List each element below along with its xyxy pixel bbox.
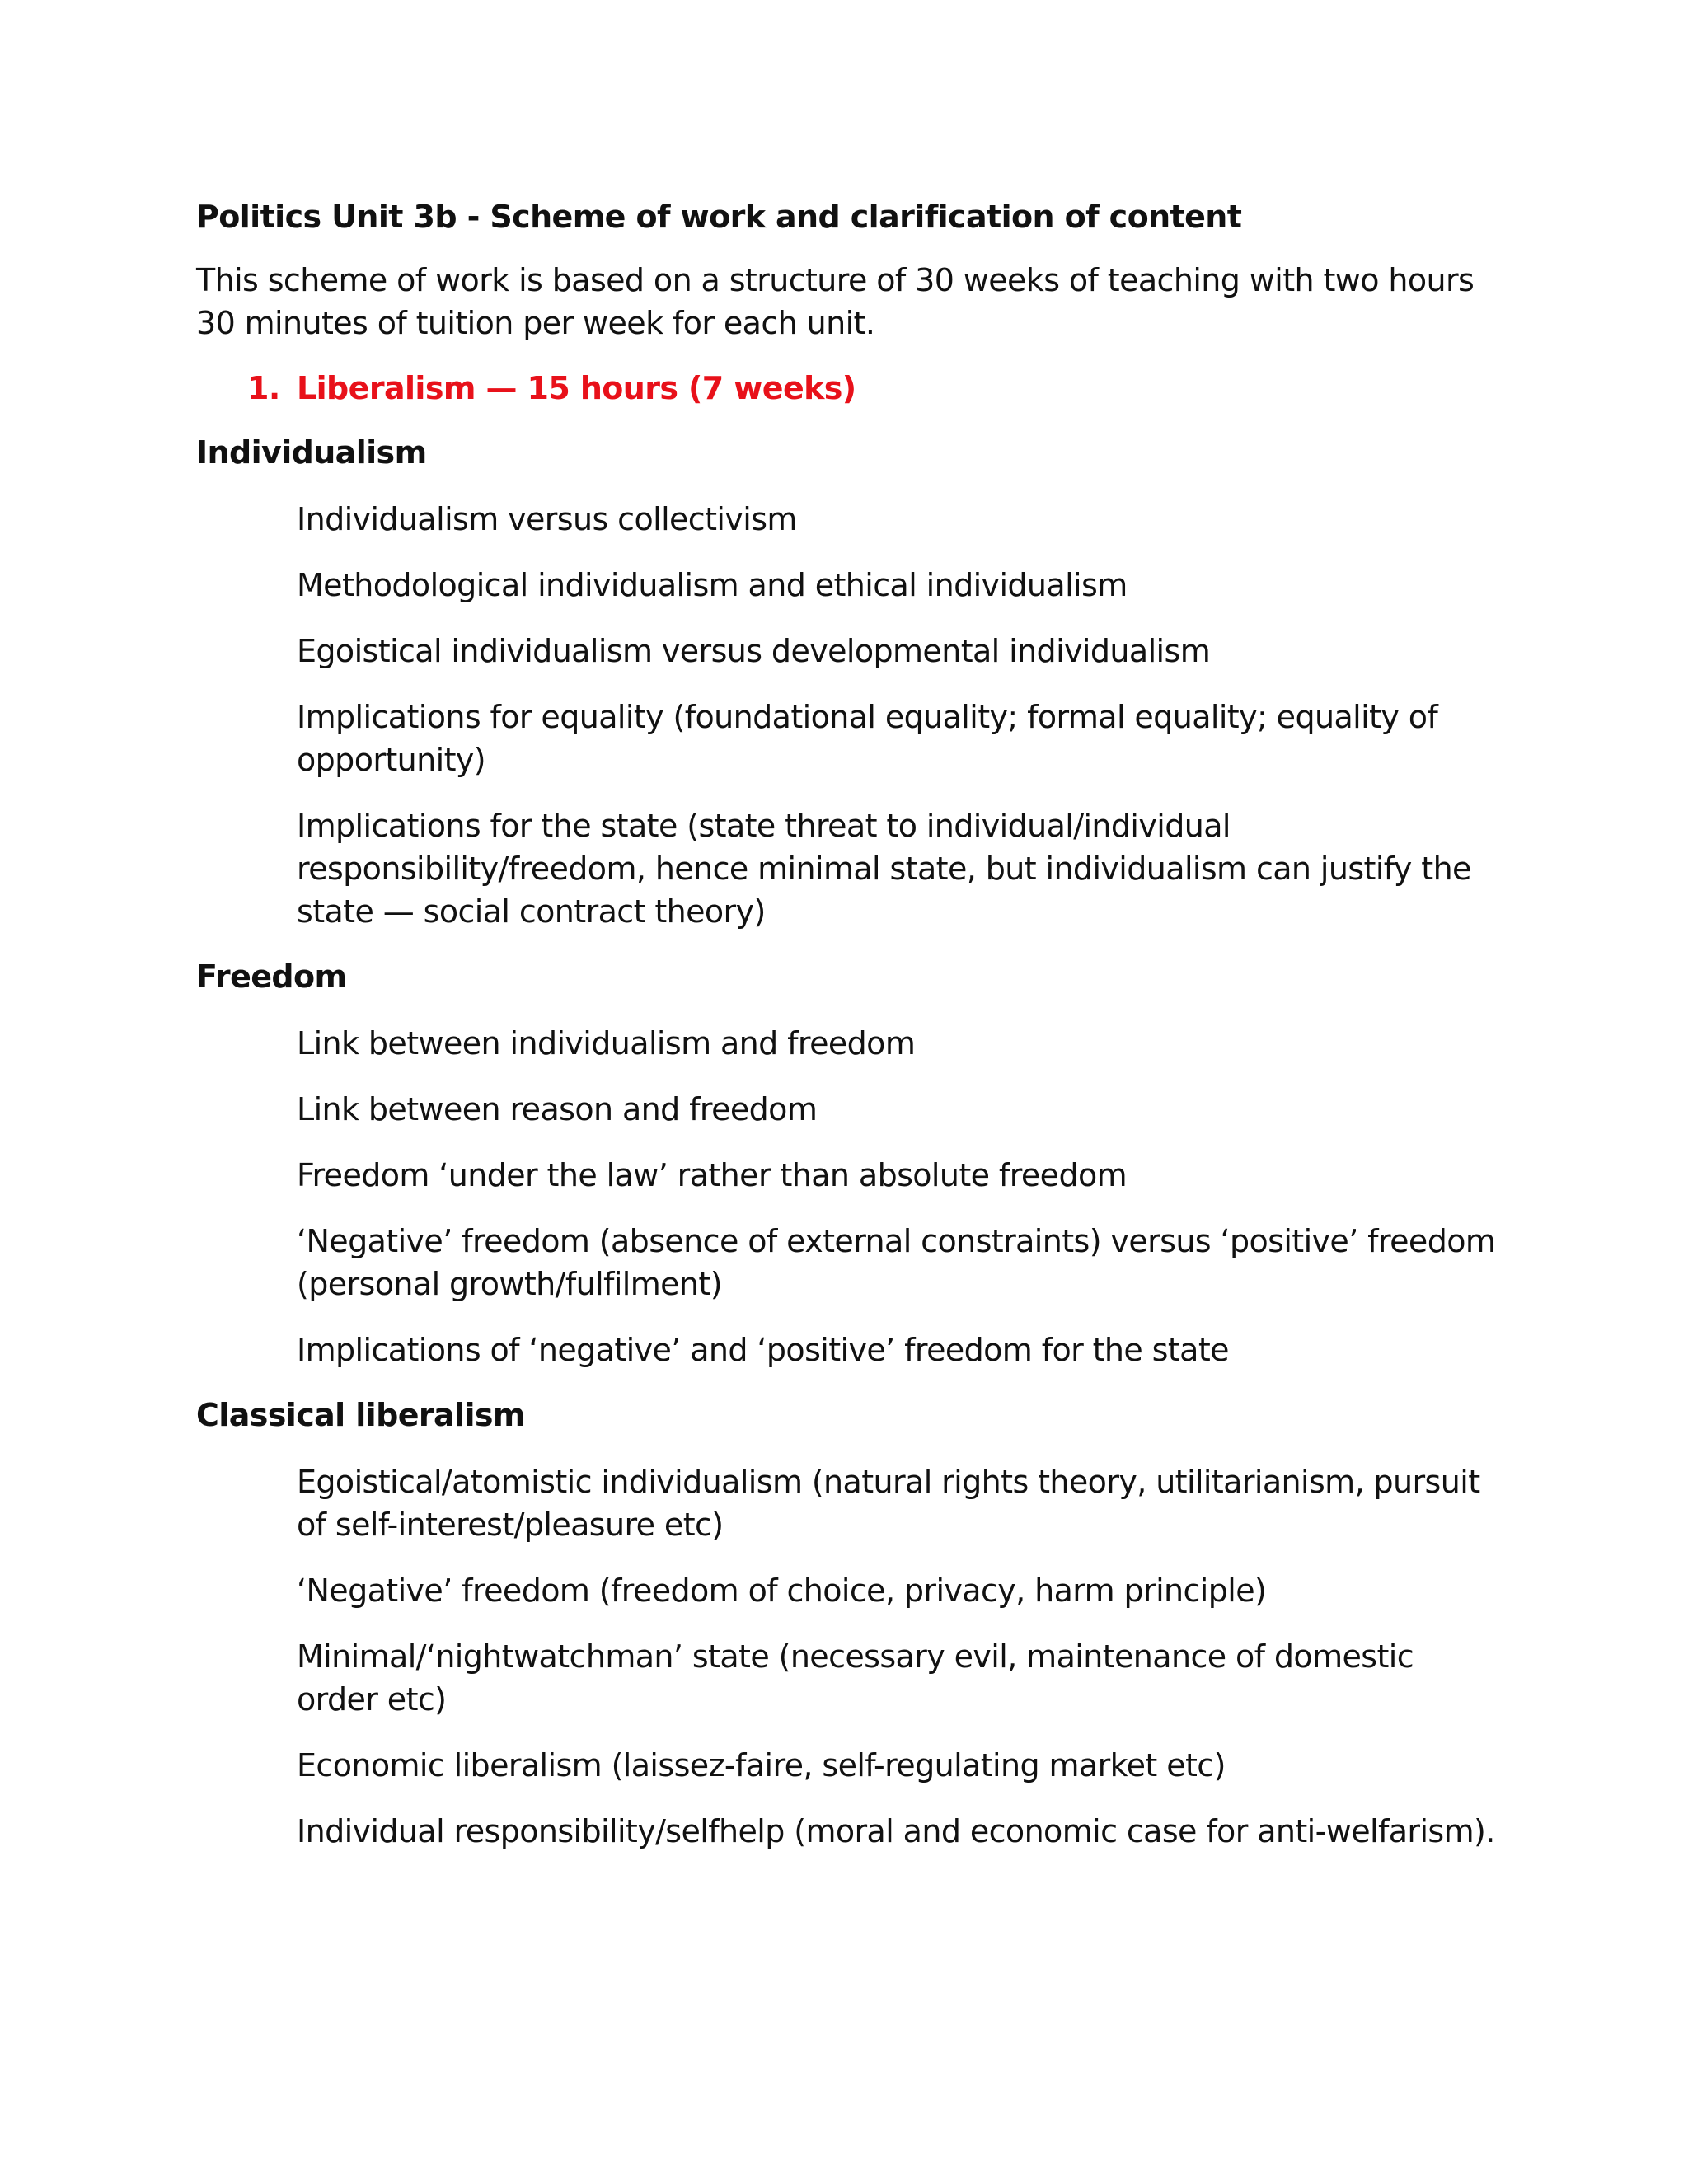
document-page: [196, 196, 1498, 1853]
list-item: Implications of ‘negative’ and ‘positive’ freedom for the state: [297, 1332, 1229, 1368]
list-item: Egoistical/atomistic individualism (natural rights theory, utilitarianism, pursuit of self-interest/pleasure etc): [297, 1464, 1480, 1543]
list-item: Individualism versus collectivism: [297, 501, 797, 537]
section-freedom: [196, 956, 1498, 1371]
list-item: Minimal/‘nightwatchman’ state (necessary evil, maintenance of domestic order etc): [297, 1638, 1414, 1718]
intro-paragraph: This scheme of work is based on a structure of 30 weeks of teaching with two hours 30 minutes of tuition per week for each unit.: [196, 262, 1475, 341]
topic-heading: [247, 368, 1498, 409]
list-item: Individual responsibility/selfhelp (moral and economic case for anti-welfarism).: [297, 1813, 1495, 1849]
section-items: [196, 1022, 1498, 1371]
section-items: [196, 498, 1498, 933]
document-title: Politics Unit 3b - Scheme of work and clarification of content: [196, 199, 1242, 235]
section-heading: Freedom: [196, 958, 347, 995]
section-classical-liberalism: [196, 1394, 1498, 1853]
list-item: ‘Negative’ freedom (freedom of choice, privacy, harm principle): [297, 1572, 1267, 1609]
list-item: Egoistical individualism versus developmental individualism: [297, 633, 1211, 669]
list-item: ‘Negative’ freedom (absence of external constraints) versus ‘positive’ freedom (personal growth/fulfilment): [297, 1223, 1496, 1302]
section-individualism: [196, 432, 1498, 933]
list-item: Methodological individualism and ethical individualism: [297, 567, 1128, 603]
list-item: Freedom ‘under the law’ rather than absolute freedom: [297, 1157, 1128, 1193]
section-heading: Classical liberalism: [196, 1397, 525, 1433]
list-item: Link between reason and freedom: [297, 1091, 818, 1127]
section-heading: Individualism: [196, 434, 427, 471]
list-item: Implications for equality (foundational equality; formal equality; equality of opportunity): [297, 699, 1438, 778]
topic-label: Liberalism — 15 hours (7 weeks): [297, 370, 856, 406]
topic-number: 1.: [247, 370, 280, 406]
list-item: Link between individualism and freedom: [297, 1025, 916, 1062]
section-items: [196, 1460, 1498, 1853]
list-item: Implications for the state (state threat to individual/individual responsibility/freedom, hence minimal state, but individualism can justify the state — social contract theory): [297, 808, 1471, 930]
list-item: Economic liberalism (laissez-faire, self-regulating market etc): [297, 1747, 1226, 1783]
